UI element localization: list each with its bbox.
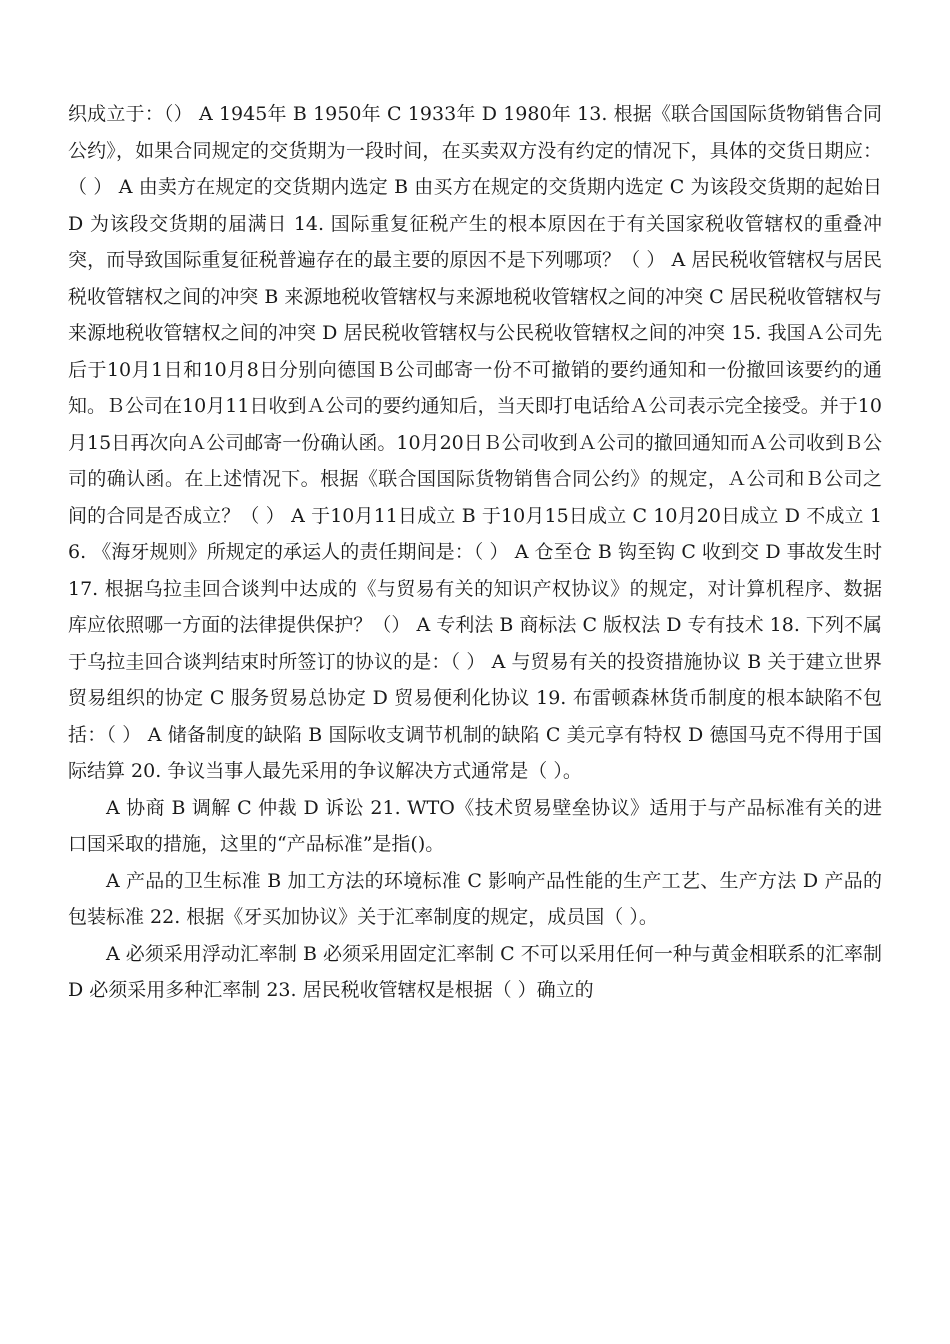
paragraph-question-22: A 产品的卫生标准 B 加工方法的环境标准 C 影响产品性能的生产工艺、生产方法 D 产品的包装标准 22. 根据《牙买加协议》关于汇率制度的规定，成员国（ ）。 <box>68 869 882 928</box>
paragraph-question-21: A 协商 B 调解 C 仲裁 D 诉讼 21. WTO《技术贸易壁垒协议》适用于与产品标准有关的进口国采取的措施，这里的“产品标准”是指()。 <box>68 796 882 855</box>
paragraph-question-23: A 必须采用浮动汇率制 B 必须采用固定汇率制 C 不可以采用任何一种与黄金相联系的汇率制 D 必须采用多种汇率制 23. 居民税收管辖权是根据（ ）确立的 <box>68 942 882 1001</box>
paragraph-questions-12-20: 织成立于：（） A 1945年 B 1950年 C 1933年 D 1980年 13. 根据《联合国国际货物销售合同公约》，如果合同规定的交货期为一段时间，在买卖双方没有约定的情况下，具体的交货日期应：（ ） A 由卖方在规定的交货期内选定 B 由买方在规定的交货期内选定 C 为该段交货期的起始日 D 为该段交货期的届满日 14. 国际重复征税产生的根本原因在于有关国家税收管辖权的重叠冲突，而导致国际重复征税普遍存在的最主要的原因不是下列哪项？（ ） A 居民税收管辖权与居民税收管辖权之间的冲突 B 来源地税收管辖权与来源地税收管辖权之间的冲突 C 居民税收管辖权与来源地税收管辖权之间的冲突 D 居民税收管辖权与公民税收管辖权之间的冲突 15. 我国Ａ公司先后于10月1日和10月8日分别向德国Ｂ公司邮寄一份不可撤销的要约通知和一份撤回该要约的通知。Ｂ公司在10月11日收到Ａ公司的要约通知后，当天即打电话给Ａ公司表示完全接受。并于10月15日再次向Ａ公司邮寄一份确认函。10月20日Ｂ公司收到Ａ公司的撤回通知而Ａ公司收到Ｂ公司的确认函。在上述情况下。根据《联合国国际货物销售合同公约》的规定，Ａ公司和Ｂ公司之间的合同是否成立？（ ） A 于10月11日成立 B 于10月15日成立 C 10月20日成立 D 不成立 16. 《海牙规则》所规定的承运人的责任期间是：（ ） A 仓至仓 B 钩至钩 C 收到交 D 事故发生时 17. 根据乌拉圭回合谈判中达成的《与贸易有关的知识产权协议》的规定，对计算机程序、数据库应依照哪一方面的法律提供保护？（） A 专利法 B 商标法 C 版权法 D 专有技术 18. 下列不属于乌拉圭回合谈判结束时所签订的协议的是：（ ） A 与贸易有关的投资措施协议 B 关于建立世界贸易组织的协定 C 服务贸易总协定 D 贸易便利化协议 19. 布雷顿森林货币制度的根本缺陷不包括：（ ） A 储备制度的缺陷 B 国际收支调节机制的缺陷 C 美元享有特权 D 德国马克不得用于国际结算 20. 争议当事人最先采用的争议解决方式通常是（ ）。 <box>68 103 882 782</box>
document-page <box>68 96 882 1009</box>
